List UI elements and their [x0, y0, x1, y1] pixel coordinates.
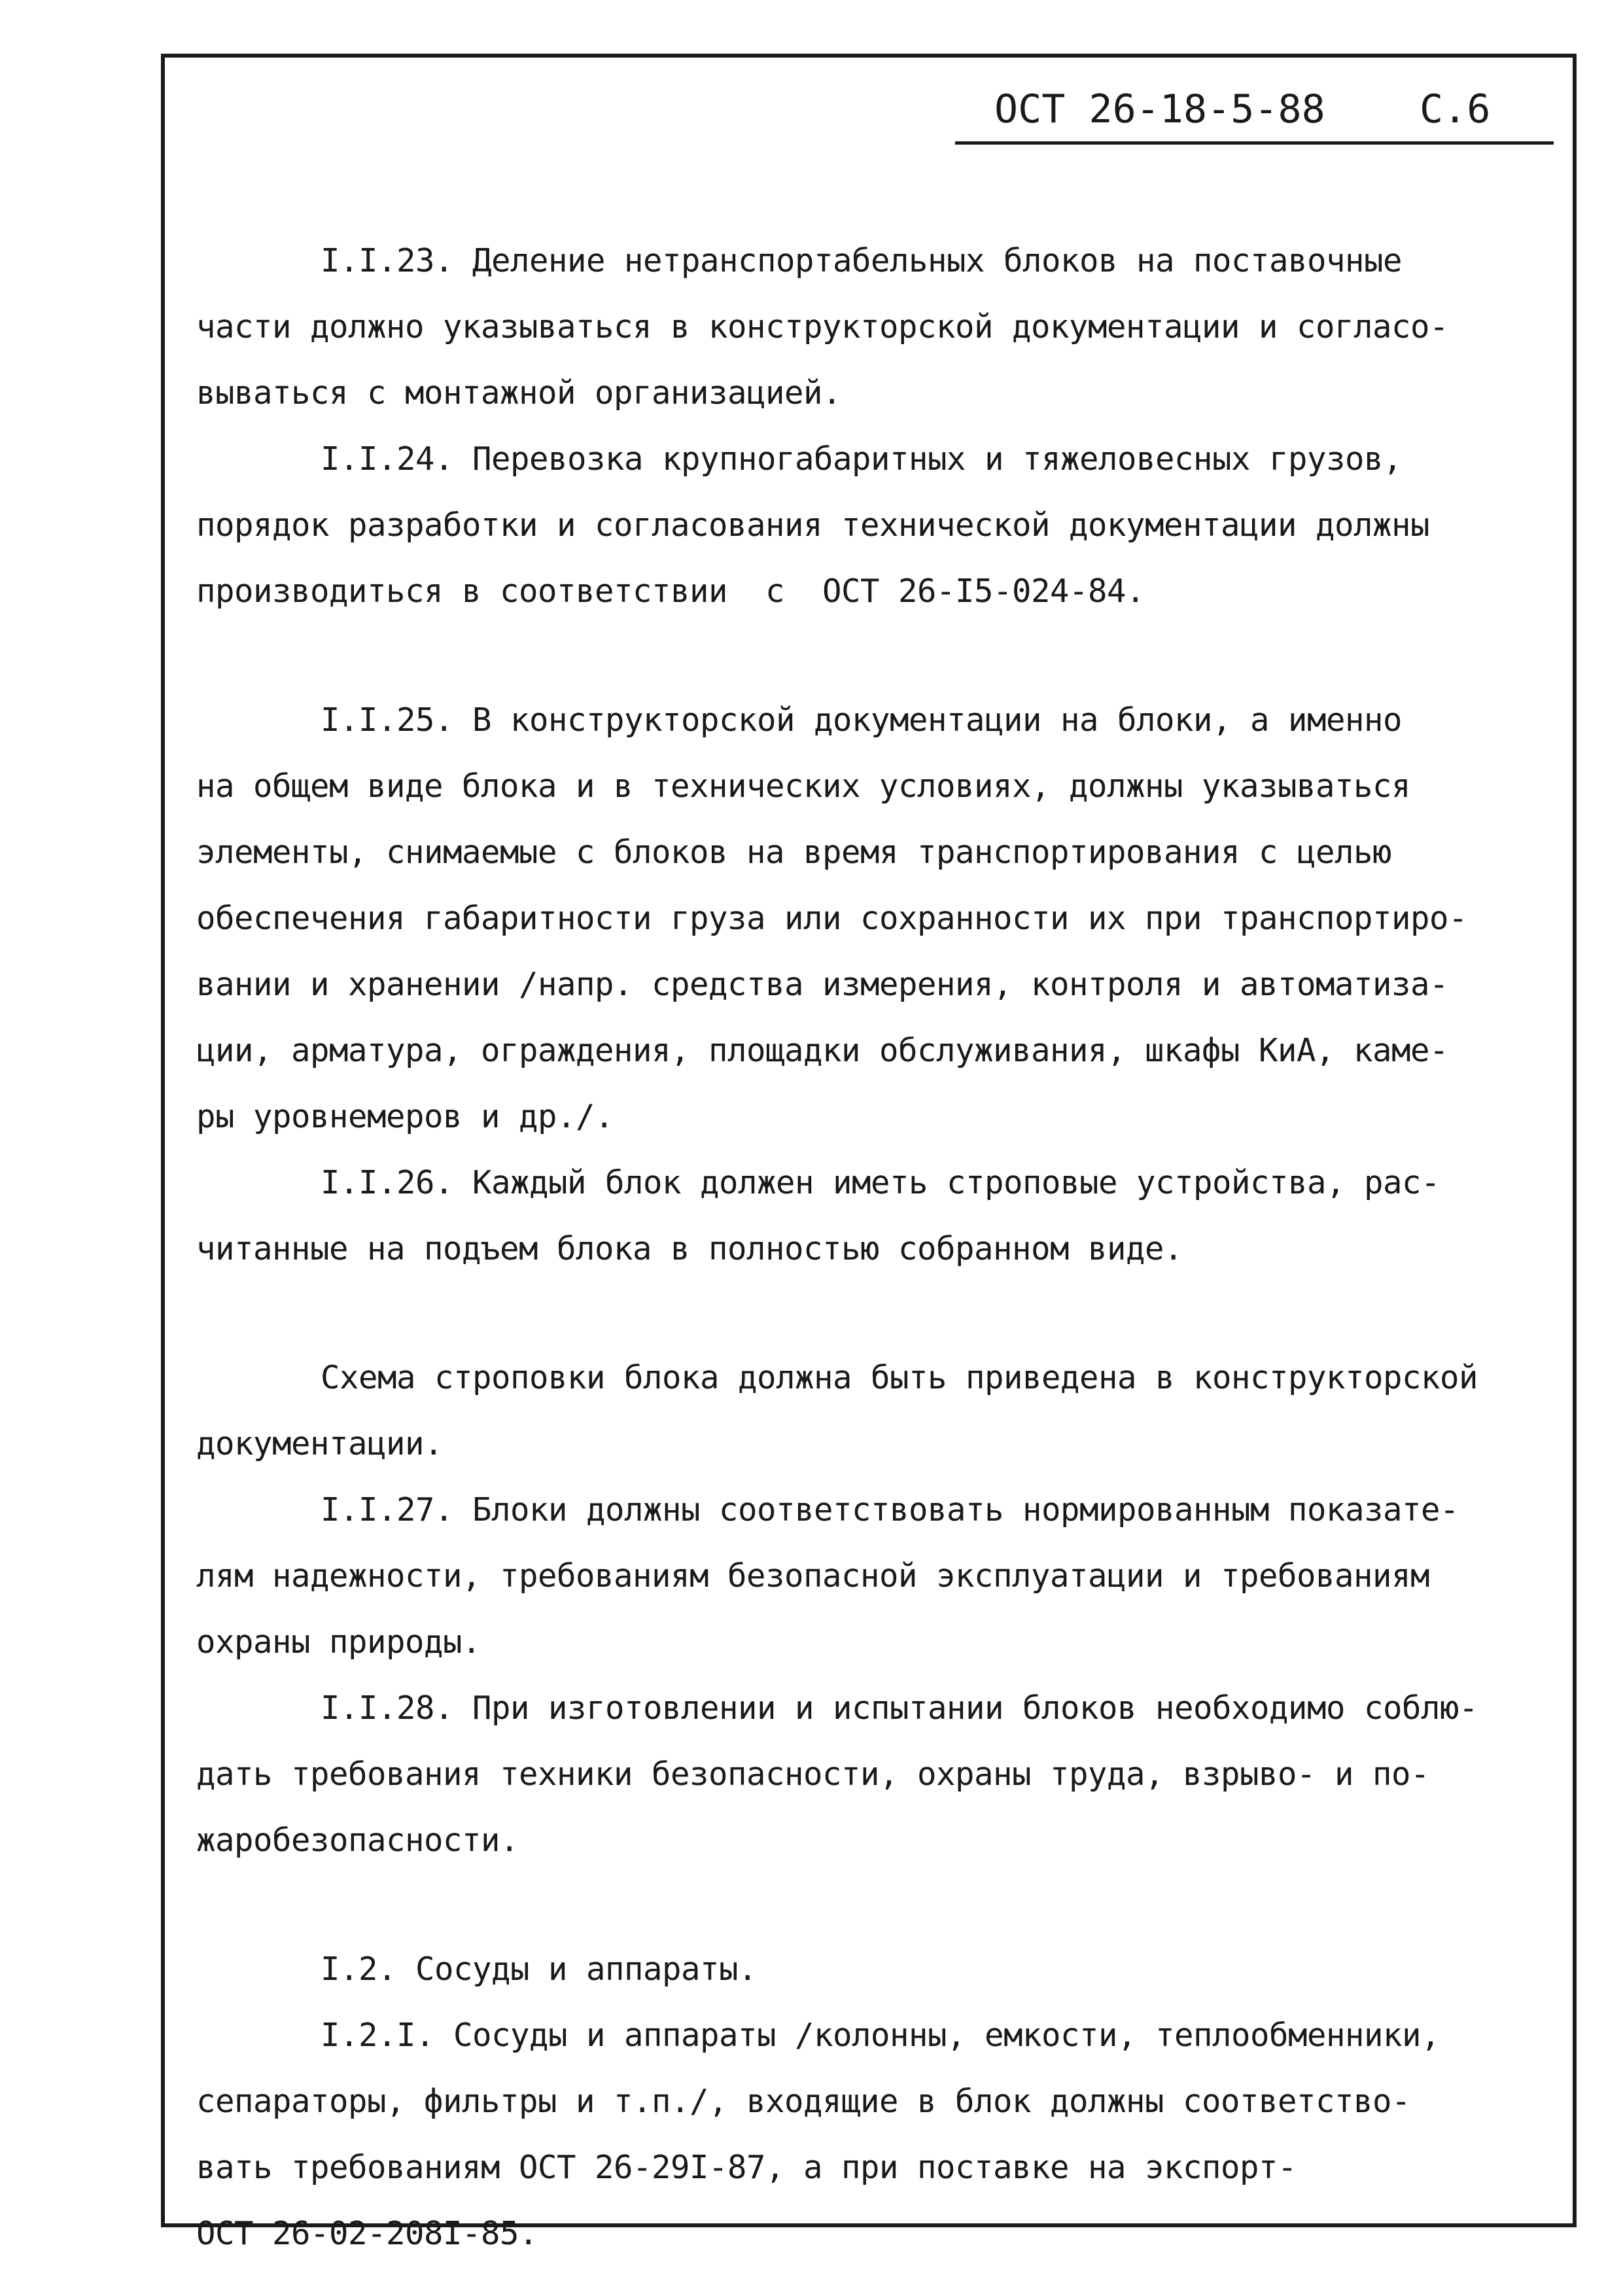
text-line: производиться в соответствии с ОСТ 26-I5-024-84.: [196, 573, 1145, 610]
text-line: ции, арматура, ограждения, площадки обслуживания, шкафы КиА, каме-: [196, 1032, 1449, 1069]
text-line: ры уровнемеров и др./.: [196, 1098, 614, 1135]
text-line: вываться с монтажной организацией.: [196, 374, 842, 412]
text-line: читанные на подъем блока в полностью собранном виде.: [196, 1230, 1183, 1267]
document-body: [196, 228, 1563, 2267]
text-line: I.I.23. Деление нетранспортабельных блоков на поставочные: [321, 242, 1403, 279]
text-line: I.I.26. Каждый блок должен иметь строповые устройства, рас-: [321, 1164, 1440, 1201]
header-underline: [955, 141, 1554, 145]
paragraph-gap: [196, 1873, 1563, 1936]
document-code: ОСТ 26-18-5-88: [994, 86, 1325, 132]
text-line: I.I.24. Перевозка крупногабаритных и тяжеловесных грузов,: [321, 440, 1403, 478]
section-heading: I.2. Сосуды и аппараты.: [321, 1951, 758, 1988]
text-line: I.I.27. Блоки должны соответствовать нормированным показате-: [321, 1491, 1459, 1528]
text-line: сепараторы, фильтры и т.п./, входящие в блок должны соответство-: [196, 2083, 1411, 2120]
text-line: вании и хранении /напр. средства измерения, контроля и автоматиза-: [196, 966, 1449, 1003]
text-line: I.2.I. Сосуды и аппараты /колонны, емкости, теплообменники,: [321, 2017, 1440, 2054]
page-header: [955, 80, 1554, 145]
text-line: I.I.28. При изготовлении и испытании блоков необходимо соблю-: [321, 1689, 1478, 1727]
text-line: лям надежности, требованиям безопасной эксплуатации и требованиям: [196, 1557, 1430, 1595]
text-line: на общем виде блока и в технических условиях, должны указываться: [196, 768, 1411, 805]
text-line: охраны природы.: [196, 1623, 481, 1661]
text-line: ОСТ 26-02-208I-85.: [196, 2215, 538, 2252]
text-line: вать требованиям ОСТ 26-29I-87, а при поставке на экспорт-: [196, 2149, 1297, 2186]
page-number: С.6: [1420, 86, 1491, 132]
text-line: жаробезопасности.: [196, 1822, 519, 1859]
paragraph-gap: [196, 624, 1563, 687]
text-line: части должно указываться в конструкторской документации и согласо-: [196, 308, 1449, 345]
text-line: обеспечения габаритности груза или сохранности их при транспортиро-: [196, 900, 1468, 937]
text-line: Схема строповки блока должна быть приведена в конструкторской: [321, 1359, 1478, 1396]
paragraph-gap: [196, 1282, 1563, 1345]
text-line: дать требования техники безопасности, охраны труда, взрыво- и по-: [196, 1756, 1430, 1793]
text-line: элементы, снимаемые с блоков на время транспортирования с целью: [196, 834, 1392, 871]
text-line: порядок разработки и согласования технической документации должны: [196, 506, 1430, 544]
text-line: I.I.25. В конструкторской документации на блоки, а именно: [321, 701, 1403, 739]
text-line: документации.: [196, 1425, 444, 1462]
